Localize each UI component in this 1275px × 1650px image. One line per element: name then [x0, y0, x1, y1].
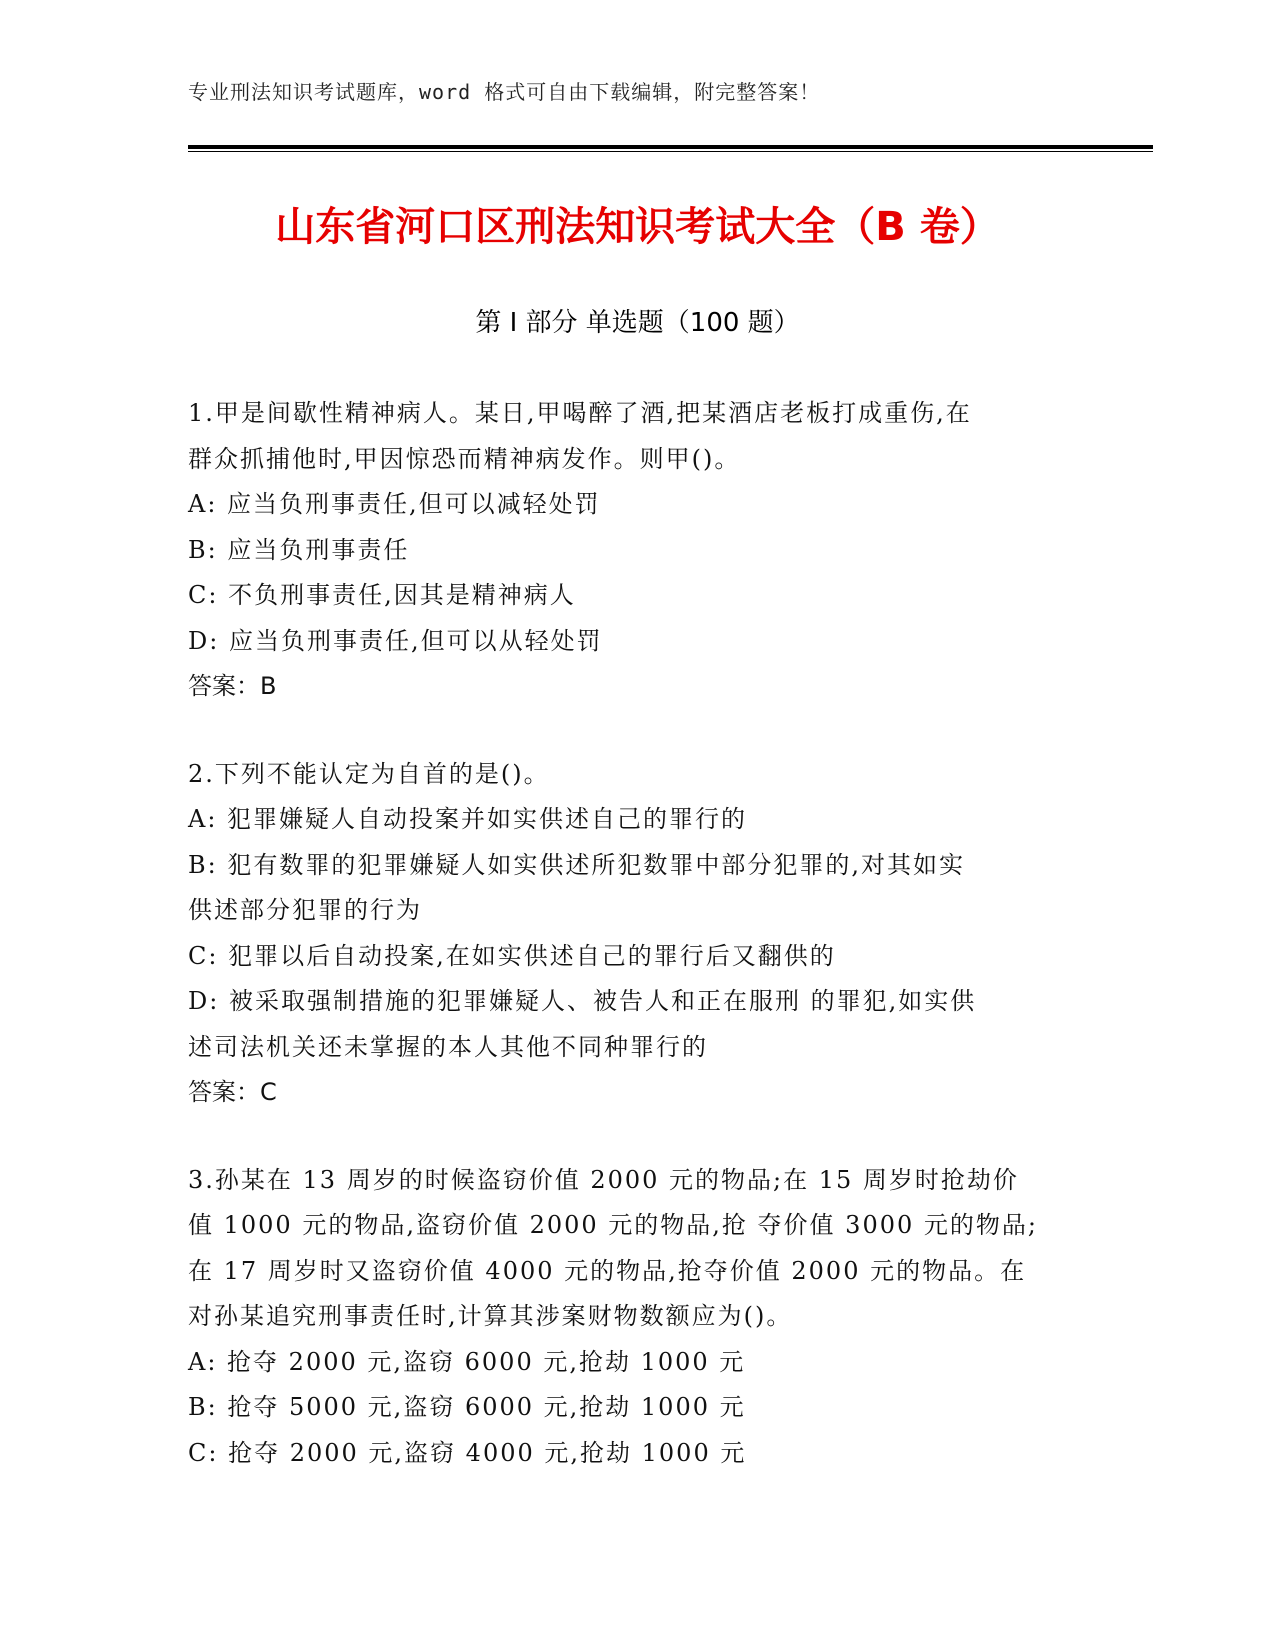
option-line: C: 不负刑事责任,因其是精神病人 — [188, 581, 576, 609]
header-rule-thin — [188, 151, 1153, 152]
option-line: B: 应当负刑事责任 — [188, 535, 410, 564]
option-line: C: 犯罪以后自动投案,在如实供述自己的罪行后又翻供的 — [188, 941, 836, 970]
option-line: 供述部分犯罪的行为 — [188, 896, 422, 924]
question-block — [188, 1158, 1088, 1477]
document-title: 山东省河口区刑法知识考试大全（B 卷） — [275, 204, 1000, 250]
header-note: 专业刑法知识考试题库，word 格式可自由下载编辑，附完整答案！ — [188, 80, 821, 104]
question-stem-line: 3.孙某在 13 周岁的时候盗窃价值 2000 元的物品;在 15 周岁时抢劫价 — [188, 1165, 1019, 1194]
question-block — [188, 752, 1088, 1116]
option-line: C: 抢夺 2000 元,盗窃 4000 元,抢劫 1000 元 — [188, 1438, 747, 1467]
question-stem-line: 值 1000 元的物品,盗窃价值 2000 元的物品,抢 夺价值 3000 元的物品; — [188, 1211, 1038, 1239]
header-rule-thick — [188, 145, 1153, 149]
option-line: A: 应当负刑事责任,但可以减轻处罚 — [188, 490, 601, 518]
question-list — [188, 391, 1088, 1518]
option-line: D: 被采取强制措施的犯罪嫌疑人、被告人和正在服刑 的罪犯,如实供 — [188, 987, 977, 1015]
question-stem-line: 在 17 周岁时又盗窃价值 4000 元的物品,抢夺价值 2000 元的物品。在 — [188, 1256, 1027, 1285]
option-line: D: 应当负刑事责任,但可以从轻处罚 — [188, 626, 603, 655]
question-stem-line: 1.甲是间歇性精神病人。某日,甲喝醉了酒,把某酒店老板打成重伤,在 — [188, 399, 972, 427]
question-stem-line: 对孙某追究刑事责任时,计算其涉案财物数额应为()。 — [188, 1302, 793, 1330]
option-line: B: 犯有数罪的犯罪嫌疑人如实供述所犯数罪中部分犯罪的,对其如实 — [188, 850, 965, 879]
answer-line: 答案：C — [188, 1078, 277, 1106]
answer-line: 答案：B — [188, 672, 277, 700]
option-line: A: 犯罪嫌疑人自动投案并如实供述自己的罪行的 — [188, 805, 748, 833]
section-title: 第 I 部分 单选题（100 题） — [475, 308, 800, 338]
question-stem-line: 群众抓捕他时,甲因惊恐而精神病发作。则甲()。 — [188, 444, 741, 473]
option-line: B: 抢夺 5000 元,盗窃 6000 元,抢劫 1000 元 — [188, 1393, 746, 1421]
option-line: 述司法机关还未掌握的本人其他不同种罪行的 — [188, 1032, 708, 1061]
option-line: A: 抢夺 2000 元,盗窃 6000 元,抢劫 1000 元 — [188, 1347, 746, 1376]
question-block — [188, 391, 1088, 710]
question-stem-line: 2.下列不能认定为自首的是()。 — [188, 759, 550, 788]
